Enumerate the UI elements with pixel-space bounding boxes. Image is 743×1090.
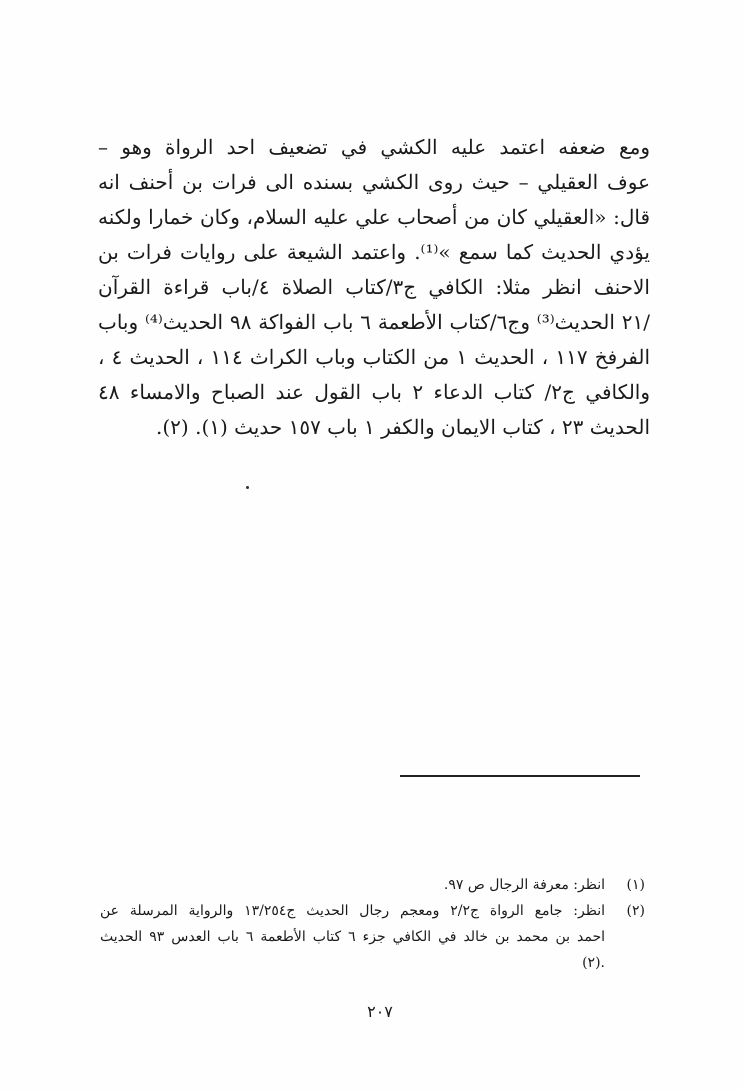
- body-line-4: يؤدي الحديث كما سمع »⁽¹⁾. واعتمد الشيعة على روايات فرات بن: [98, 240, 650, 264]
- body-line-9: الحديث ٢٣ ، كتاب الايمان والكفر ١ باب ١٥٧ حديث (١). (٢).: [156, 415, 650, 439]
- body-line-6: /٢١ الحديث⁽³⁾ وج٦/كتاب الأطعمة ٦ باب الفواكة ٩٨ الحديث⁽⁴⁾ وباب: [98, 310, 650, 334]
- footnote-line: احمد بن محمد بن خالد في الكافي جزء ٦ كتاب الأطعمة ٦ باب العدس ٩٣ الحديث: [100, 929, 606, 945]
- body-line-8: والكافي ج٢/ كتاب الدعاء ٢ باب القول عند الصباح والامساء ٤٨: [98, 380, 651, 404]
- footnote-line: انظر: معرفة الرجال ص ٩٧.: [443, 877, 605, 893]
- body-line-7: الفرفخ ١١٧ ، الحديث ١ من الكتاب وباب الكراث ١١٤ ، الحديث ٤ ،: [98, 345, 651, 369]
- footnotes: [100, 872, 645, 976]
- page-number: ٢٠٧: [367, 1002, 393, 1021]
- footnote-number: (١): [626, 877, 645, 893]
- footnote-body: [100, 872, 605, 898]
- body-line-2: عوف العقيلي – حيث روى الكشي بسنده الى فرات بن أحنف انه: [98, 170, 650, 194]
- body-line-3: قال: «العقيلي كان من أصحاب علي عليه السلام، وكان خمارا ولكنه: [98, 205, 650, 229]
- body-line-1: ومع ضعفه اعتمد عليه الكشي في تضعيف احد الرواة وهو –: [98, 135, 650, 159]
- footnote-body: [100, 898, 605, 976]
- stray-dot: [246, 486, 249, 489]
- footnote-1: [100, 872, 645, 898]
- body-line-5: الاحنف انظر مثلا: الكافي ج٣/كتاب الصلاة ٤/باب قراءة القرآن: [98, 275, 650, 299]
- footnote-line: انظر: جامع الرواة ج٢/٢ ومعجم رجال الحديث ج١٣/٢٥٤ والرواية المرسلة عن: [100, 903, 605, 919]
- footnote-2: [100, 898, 645, 976]
- main-paragraph: [98, 130, 650, 445]
- footnote-separator: [400, 775, 640, 777]
- footnote-line: .(٢): [582, 955, 605, 971]
- footnote-number: (٢): [626, 903, 645, 919]
